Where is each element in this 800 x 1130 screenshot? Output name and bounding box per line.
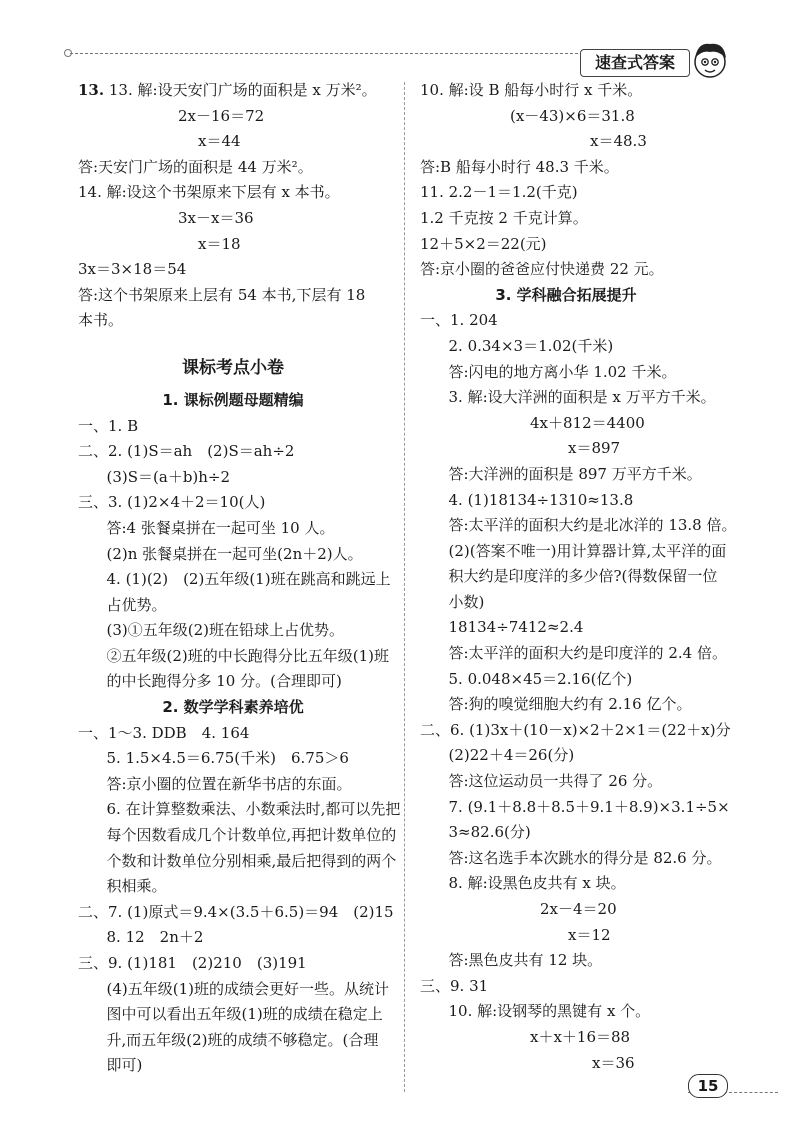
part3-q3-answer: 答:大洋洲的面积是 897 万平方千米。: [448, 464, 702, 483]
q13-eq1: 2x－16＝72: [178, 106, 265, 125]
q14-answer-cont: 本书。: [78, 311, 124, 330]
q11: 11. 2.2－1＝1.2(千克): [420, 183, 578, 202]
part2-q9-sub4-l4: 即可): [106, 1056, 143, 1075]
part2-q9: 三、9. (1)181 (2)210 (3)191: [78, 954, 307, 972]
part1-q4: 4. (1)(2) (2)五年级(1)班在跳高和跳远上: [106, 570, 391, 589]
part3-q4-sub2-l3: 小数): [448, 592, 485, 611]
part3-q4-answer2: 答:太平洋的面积大约是印度洋的 2.4 倍。: [448, 644, 727, 663]
q10-title: 10. 解:设 B 船每小时行 x 千米。: [420, 81, 643, 99]
header-rule: [70, 53, 578, 54]
subsection-3-title: 3. 学科融合拓展提升: [495, 285, 637, 304]
part2-q9-sub4-l2: 图中可以看出五年级(1)班的成绩在稳定上: [106, 1005, 383, 1024]
part3-q4-answer: 答:太平洋的面积大约是北冰洋的 13.8 倍。: [448, 516, 737, 535]
part2-q6-l2: 每个因数看成几个计数单位,再把计数单位的: [106, 826, 397, 845]
q14-eq3: 3x＝3×18＝54: [78, 260, 187, 279]
part3-q4-calc: 18134÷7412≈2.4: [448, 618, 584, 637]
right-column: [420, 78, 737, 1076]
part3-q8-eq2: x＝12: [568, 925, 611, 944]
q11-l3: 12＋5×2＝22(元): [420, 234, 547, 253]
q14-eq1: 3x－x＝36: [178, 208, 254, 227]
part3-q9: 三、9. 31: [420, 976, 489, 995]
q10-answer: 答:B 船每小时行 48.3 千米。: [420, 157, 619, 176]
part3-q2: 2. 0.34×3＝1.02(千米): [448, 336, 614, 355]
left-column: [78, 78, 401, 1079]
q13-title: 13. 13. 解:设天安门广场的面积是 x 万米²。: [78, 81, 377, 99]
part2-q9-sub4-l3: 升,而五年级(2)班的成绩不够稳定。(合理: [106, 1030, 379, 1049]
part2-q6-l4: 积相乘。: [106, 877, 167, 896]
part1-q4-sub3b: ②五年级(2)班的中长跑得分比五年级(1)班: [106, 646, 389, 665]
column-divider: [404, 82, 405, 1092]
part3-q3-eq2: x＝897: [568, 439, 621, 458]
part3-q8-answer: 答:黑色皮共有 12 块。: [448, 951, 603, 970]
q11-l2: 1.2 千克按 2 千克计算。: [420, 208, 588, 227]
part1-q3: 三、3. (1)2×4＋2＝10(人): [78, 493, 266, 512]
q11-answer: 答:京小圈的爸爸应付快递费 22 元。: [420, 260, 664, 279]
part3-q4: 4. (1)18134÷1310≈13.8: [448, 490, 634, 509]
part1-q2-cont: (3)S＝(a＋b)h÷2: [106, 467, 231, 486]
part2-q5: 5. 1.5×4.5＝6.75(千米) 6.75＞6: [106, 749, 349, 768]
part3-q1: 一、1. 204: [420, 311, 498, 330]
subsection-1-title: 1. 课标例题母题精编: [162, 390, 304, 409]
part3-q4-sub2: (2)(答案不唯一)用计算器计算,太平洋的面: [448, 541, 727, 560]
part2-q5-answer: 答:京小圈的位置在新华书店的东面。: [106, 774, 352, 793]
part2-q1-4: 一、1～3. DDB 4. 164: [78, 723, 250, 742]
q13-eq2: x＝44: [198, 132, 241, 151]
q14-answer: 答:这个书架原来上层有 54 本书,下层有 18: [78, 285, 366, 304]
subsection-2-title: 2. 数学学科素养培优: [162, 698, 304, 717]
part3-q3: 3. 解:设大洋洲的面积是 x 万平方千米。: [448, 388, 716, 407]
section-title: 课标考点小卷: [182, 357, 284, 378]
part3-q10-eq1: x＋x＋16＝88: [530, 1027, 631, 1046]
mascot-icon: [688, 38, 732, 82]
part3-q6-sub2: (2)22＋4＝26(分): [448, 746, 575, 765]
part3-q5-answer: 答:狗的嗅觉细胞大约有 2.16 亿个。: [448, 695, 692, 714]
part1-q4-sub3b-cont: 的中长跑得分多 10 分。(合理即可): [106, 672, 342, 691]
part3-q7-answer: 答:这名选手本次跳水的得分是 82.6 分。: [448, 848, 722, 867]
header-title: 速查式答案: [580, 49, 690, 77]
part1-q4-sub3: (3)①五年级(2)班在铅球上占优势。: [106, 621, 344, 640]
part3-q7-cont: 3≈82.6(分): [448, 823, 531, 842]
part3-q7: 7. (9.1＋8.8＋8.5＋9.1＋8.9)×3.1÷5×: [448, 797, 730, 816]
q10-eq1: (x－43)×6＝31.8: [510, 106, 635, 125]
part2-q6-l3: 个数和计数单位分别相乘,最后把得到的两个: [106, 851, 397, 870]
part3-q10-eq2: x＝36: [592, 1053, 635, 1072]
page-number: 15: [688, 1074, 728, 1098]
part1-q4-cont: 占优势。: [106, 595, 167, 614]
part2-q6: 6. 在计算整数乘法、小数乘法时,都可以先把: [106, 800, 401, 819]
part3-q6: 二、6. (1)3x＋(10－x)×2＋2×1＝(22＋x)分: [420, 720, 731, 739]
part3-q5: 5. 0.048×45＝2.16(亿个): [448, 669, 633, 688]
part3-q8: 8. 解:设黑色皮共有 x 块。: [448, 874, 626, 893]
q14-eq2: x＝18: [198, 234, 241, 253]
q14-title: 14. 解:设这个书架原来下层有 x 本书。: [78, 183, 340, 202]
part1-q1: 一、1. B: [78, 416, 139, 435]
part1-q3-answer: 答:4 张餐桌拼在一起可坐 10 人。: [106, 518, 335, 537]
part3-q6-answer: 答:这位运动员一共得了 26 分。: [448, 772, 663, 791]
part3-q8-eq1: 2x－4＝20: [540, 900, 617, 918]
part2-q8: 8. 12 2n＋2: [106, 928, 204, 947]
part1-q3-sub2: (2)n 张餐桌拼在一起可坐(2n＋2)人。: [106, 544, 363, 563]
part3-q2-answer: 答:闪电的地方离小华 1.02 千米。: [448, 362, 677, 381]
part3-q4-sub2-l2: 积大约是印度洋的多少倍?(得数保留一位: [448, 567, 718, 586]
part2-q9-sub4: (4)五年级(1)班的成绩会更好一些。从统计: [106, 979, 389, 998]
part3-q3-eq1: 4x＋812＝4400: [530, 413, 645, 432]
part1-q2: 二、2. (1)S＝ah (2)S＝ah÷2: [78, 442, 295, 461]
part3-q10: 10. 解:设钢琴的黑键有 x 个。: [448, 1002, 651, 1021]
part2-q7: 二、7. (1)原式＝9.4×(3.5＋6.5)＝94 (2)15: [78, 902, 394, 921]
q10-eq2: x＝48.3: [590, 132, 647, 151]
q13-answer: 答:天安门广场的面积是 44 万米²。: [78, 157, 313, 176]
